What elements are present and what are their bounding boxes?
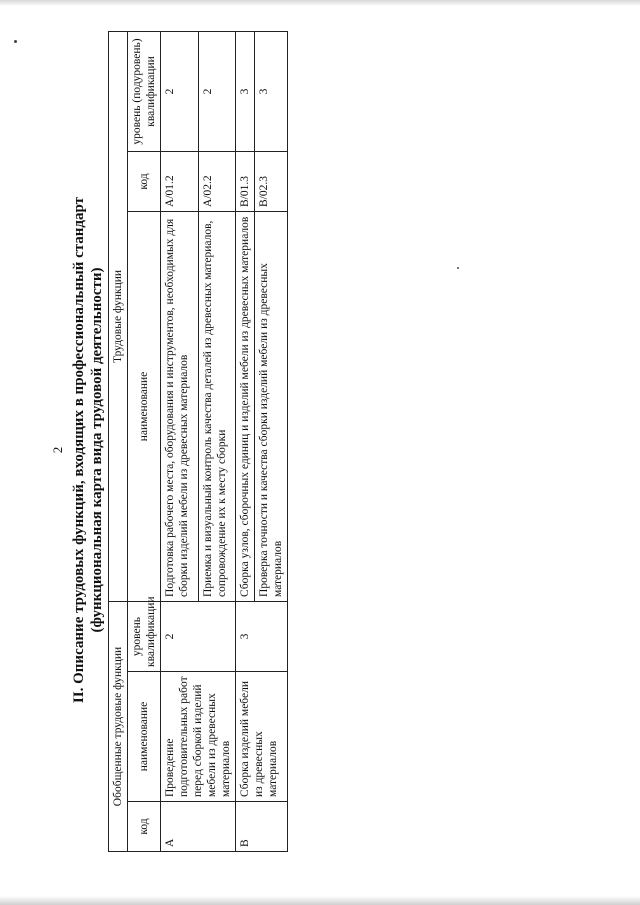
rotated-page — [50, 20, 635, 880]
general-code-cell: B — [236, 802, 288, 852]
function-name-cell: Приемка и визуальный контроль качества деталей из древесных материалов, сопровождение их к месту сборки — [198, 211, 236, 601]
column-header-code: код — [128, 802, 161, 852]
table-row — [161, 31, 199, 851]
function-name-cell: Сборка узлов, сборочных единиц и изделий мебели из древесных материалов — [236, 211, 255, 601]
column-header-function-level: уровень (подуровень) квалификации — [128, 31, 161, 151]
column-header-function-name: наименование — [128, 211, 161, 601]
function-code-cell: A/02.2 — [198, 151, 236, 211]
group-header-labor: Трудовые функции — [109, 31, 128, 601]
function-name-cell: Подготовка рабочего места, оборудования и инструментов, необходимых для сборки изделий мебели из древесных материалов — [161, 211, 199, 601]
function-code-cell: B/01.3 — [236, 151, 255, 211]
page-title — [70, 20, 106, 880]
function-level-cell: 2 — [161, 31, 199, 151]
general-code-cell: A — [161, 802, 236, 852]
scan-bottom-edge — [0, 896, 640, 905]
general-level-cell: 2 — [161, 601, 236, 671]
table-column-header-row — [128, 31, 161, 851]
function-code-cell: A/01.2 — [161, 151, 199, 211]
table-row — [236, 31, 255, 851]
page-number: 2 — [50, 446, 65, 454]
general-level-cell: 3 — [236, 601, 288, 671]
group-header-general: Обобщенные трудовые функции — [109, 601, 128, 851]
general-name-cell: Сборка изделий мебели из древесных материалов — [236, 672, 288, 802]
column-header-function-code: код — [128, 151, 161, 211]
scan-speck — [14, 40, 17, 43]
scan-top-edge — [0, 0, 640, 6]
function-level-cell: 2 — [198, 31, 236, 151]
column-header-name: наименование — [128, 672, 161, 802]
title-line-2: (функциональная карта вида трудовой деятельности) — [89, 267, 105, 633]
function-level-cell: 3 — [236, 31, 255, 151]
functional-map-table — [108, 31, 288, 852]
function-name-cell: Проверка точности и качества сборки изделий мебели из древесных материалов — [255, 211, 288, 601]
column-header-level: уровень квалификации — [128, 601, 161, 671]
general-name-cell: Проведение подготовительных работ перед сборкой изделий мебели из древесных материалов — [161, 672, 236, 802]
title-line-1: II. Описание трудовых функций, входящих в профессиональный стандарт — [71, 196, 87, 704]
function-code-cell: B/02.3 — [255, 151, 288, 211]
function-level-cell: 3 — [255, 31, 288, 151]
table-group-header-row — [109, 31, 128, 851]
